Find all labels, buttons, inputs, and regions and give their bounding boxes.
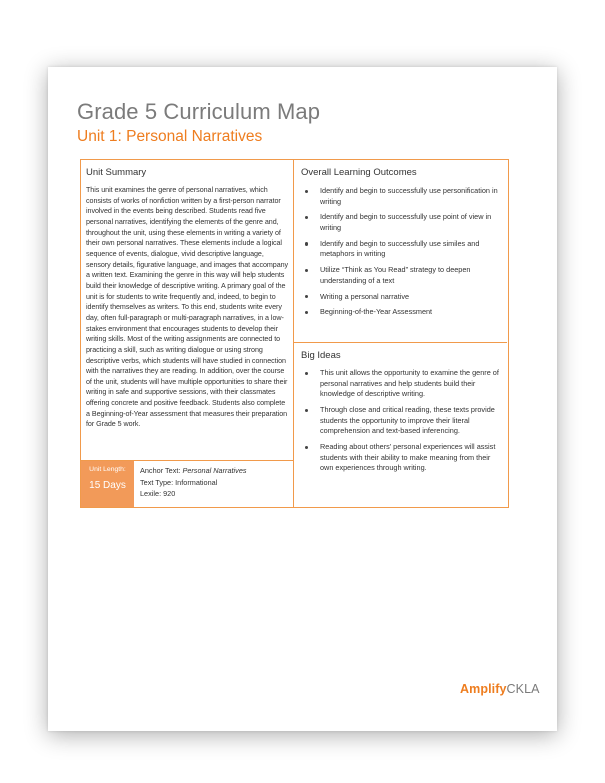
big-ideas-list [302, 368, 500, 479]
amplify-ckla-logo [460, 682, 540, 696]
list-item [302, 212, 500, 233]
document-title: Grade 5 Curriculum Map [77, 99, 321, 124]
logo-brand: Amplify [460, 682, 507, 696]
unit-length-row [81, 460, 293, 507]
list-item [302, 265, 500, 286]
list-item [302, 292, 500, 303]
document-page [48, 67, 557, 731]
bullet-icon [305, 190, 308, 193]
list-item-text: This unit allows the opportunity to examine the genre of personal narratives and help students build their knowledge of descriptive writing. [320, 368, 499, 399]
curriculum-grid [80, 159, 509, 508]
bullet-icon [305, 269, 308, 272]
list-item-text: Beginning-of-the-Year Assessment [320, 307, 433, 317]
unit-summary-heading: Unit Summary [86, 167, 147, 178]
list-item [302, 307, 500, 318]
bullet-icon [305, 372, 308, 375]
list-item [302, 442, 500, 474]
text-type-line: Text Type: Informational [140, 477, 218, 487]
list-item [302, 368, 500, 400]
list-item-text: Identify and begin to successfully use personification in writing [320, 186, 498, 206]
logo-product: CKLA [506, 682, 540, 696]
list-item [302, 239, 500, 260]
anchor-text-line [140, 465, 247, 477]
list-item-text: Utilize “Think as You Read” strategy to deepen understanding of a text [320, 265, 471, 285]
list-item-text: Identify and begin to successfully use point of view in writing [320, 212, 492, 232]
list-item [302, 405, 500, 437]
anchor-text-title: Personal Narratives [182, 466, 247, 475]
unit-length-badge [81, 461, 134, 507]
unit-length-value: 15 Days [89, 480, 126, 491]
bullet-icon [305, 311, 308, 314]
unit-title: Unit 1: Personal Narratives [77, 128, 263, 145]
list-item-text: Reading about others’ personal experiences will assist students with their ability to make meaning from their own experiences through writing. [320, 441, 496, 473]
anchor-text-label: Anchor Text: [140, 466, 183, 475]
bullet-icon [305, 409, 308, 412]
bullet-icon [305, 295, 308, 298]
big-ideas-heading: Big Ideas [301, 350, 341, 361]
list-item-text: Through close and critical reading, these texts provide students the opportunity to improve their literal comprehension and text-based inferencing. [320, 404, 495, 436]
anchor-text-info [140, 465, 247, 500]
bullet-icon [305, 242, 308, 245]
list-item-text: Writing a personal narrative [320, 291, 410, 301]
list-item [302, 186, 500, 207]
lexile-line: Lexile: 920 [140, 489, 176, 498]
list-item-text: Identify and begin to successfully use similes and metaphors in writing [320, 238, 480, 259]
outcomes-and-ideas-panel [294, 160, 507, 507]
bullet-icon [305, 216, 308, 219]
learning-outcomes-section [294, 160, 507, 343]
unit-length-label: Unit Length: [89, 466, 126, 473]
learning-outcomes-list [302, 186, 500, 323]
bullet-icon [305, 446, 308, 449]
unit-summary-text: This unit examines the genre of personal narratives, which consists of works of nonfiction written by a first-person narrator involved in the events being described. Students read five personal narratives, identifying the elements of the genre and, throughout the unit, using these elements in writing a variety of their own personal narratives. These elements include a logical sequence of events, dialogue, vivid descriptive language, sensory details, figurative language, and images that accompany a written text. Examining the genre in this way will help students build their knowledge of descriptive writing. A primary goal of the unit is for students to write frequently and, indeed, to begin to identify themselves as writers. To this end, students write every day, often full-paragraph or multi-paragraph narratives, in a low-stakes environment that encourages students to develop their writing skills. Most of the writing assignments are connected to practicing a skill, such as writing dialogue or using strong descriptive verbs, which students will have studied in connection with the narratives they are reading. In addition, over the course of the unit, students will have multiple opportunities to share their writing in safe and supportive sessions, with their classmates offering concrete and positive feedback. Students also complete a Beginning-of-Year assessment that measures their preparation for Grade 5 work. [86, 186, 289, 429]
unit-summary-panel [81, 160, 294, 507]
learning-outcomes-heading: Overall Learning Outcomes [301, 167, 417, 178]
